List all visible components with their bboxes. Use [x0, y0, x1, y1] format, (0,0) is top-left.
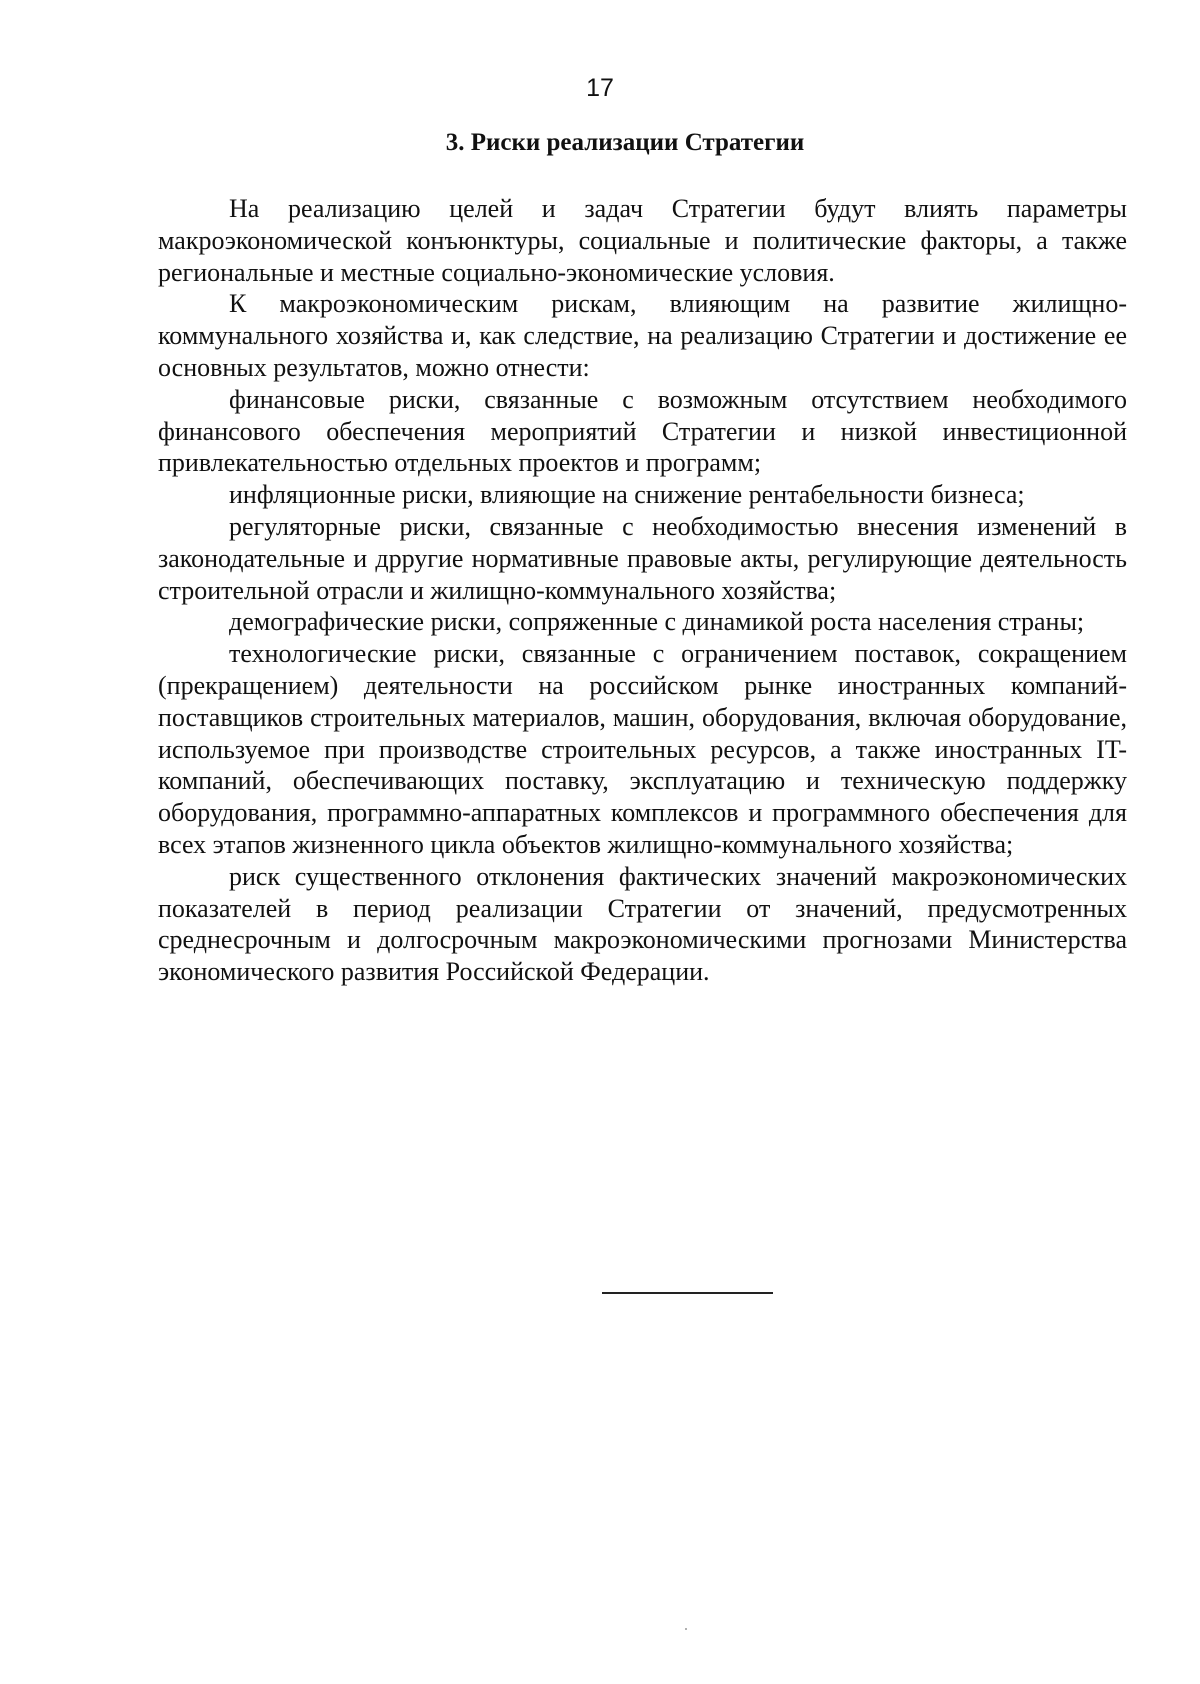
paragraph-inflation-risks: инфляционные риски, влияющие на снижение рентабельности бизнеса; — [229, 480, 1025, 510]
page-number: 17 — [586, 74, 614, 102]
paragraph-demographic-risks: демографические риски, сопряженные с динамикой роста населения страны; — [229, 607, 1085, 637]
paragraph-macro-risks: К макроэкономическим рискам, влияющим на развитие жилищно-коммунального хозяйства и, как следствие, на реализацию Стратегии и достижение ее основных результатов, можно отнести: — [158, 289, 1127, 382]
paragraph-financial-risks: финансовые риски, связанные с возможным отсутствием необходимого финансового обеспечения мероприятий Стратегии и низкой инвестиционной привлекательностью отдельных проектов и программ; — [158, 384, 1127, 478]
document-body — [158, 193, 1127, 988]
scan-artifact — [685, 1628, 687, 1630]
section-title: 3. Риски реализации Стратегии — [445, 129, 805, 156]
paragraph-deviation-risk: риск существенного отклонения фактических значений макроэкономических показателей в период реализации Стратегии от значений, предусмотренных среднесрочным и долгосрочным макроэкономическими прогнозами Министерства экономического развития Российской Федерации. — [158, 861, 1127, 987]
paragraph-intro: На реализацию целей и задач Стратегии будут влиять параметры макроэкономической конъюнктуры, социальные и политические факторы, а также региональные и местные социально-экономические условия. — [158, 194, 1127, 287]
paragraph-regulatory-risks: регуляторные риски, связанные с необходимостью внесения изменений в законодательные и дрругие нормативные правовые акты, регулирующие деятельность строительной отрасли и жилищно-коммунального хозяйства; — [158, 511, 1127, 605]
end-of-section-rule — [602, 1292, 773, 1294]
paragraph-technological-risks: технологические риски, связанные с ограничением поставок, сокращением (прекращением) деятельности на российском рынке иностранных компаний-поставщиков строительных материалов, машин, оборудования, включая оборудование, используемое при производстве строительных ресурсов, а также иностранных IT-компаний, обеспечивающих поставку, эксплуатацию и техническую поддержку оборудования, программно-аппаратных комплексов и программного обеспечения для всех этапов жизненного цикла объектов жилищно-коммунального хозяйства; — [158, 639, 1127, 859]
